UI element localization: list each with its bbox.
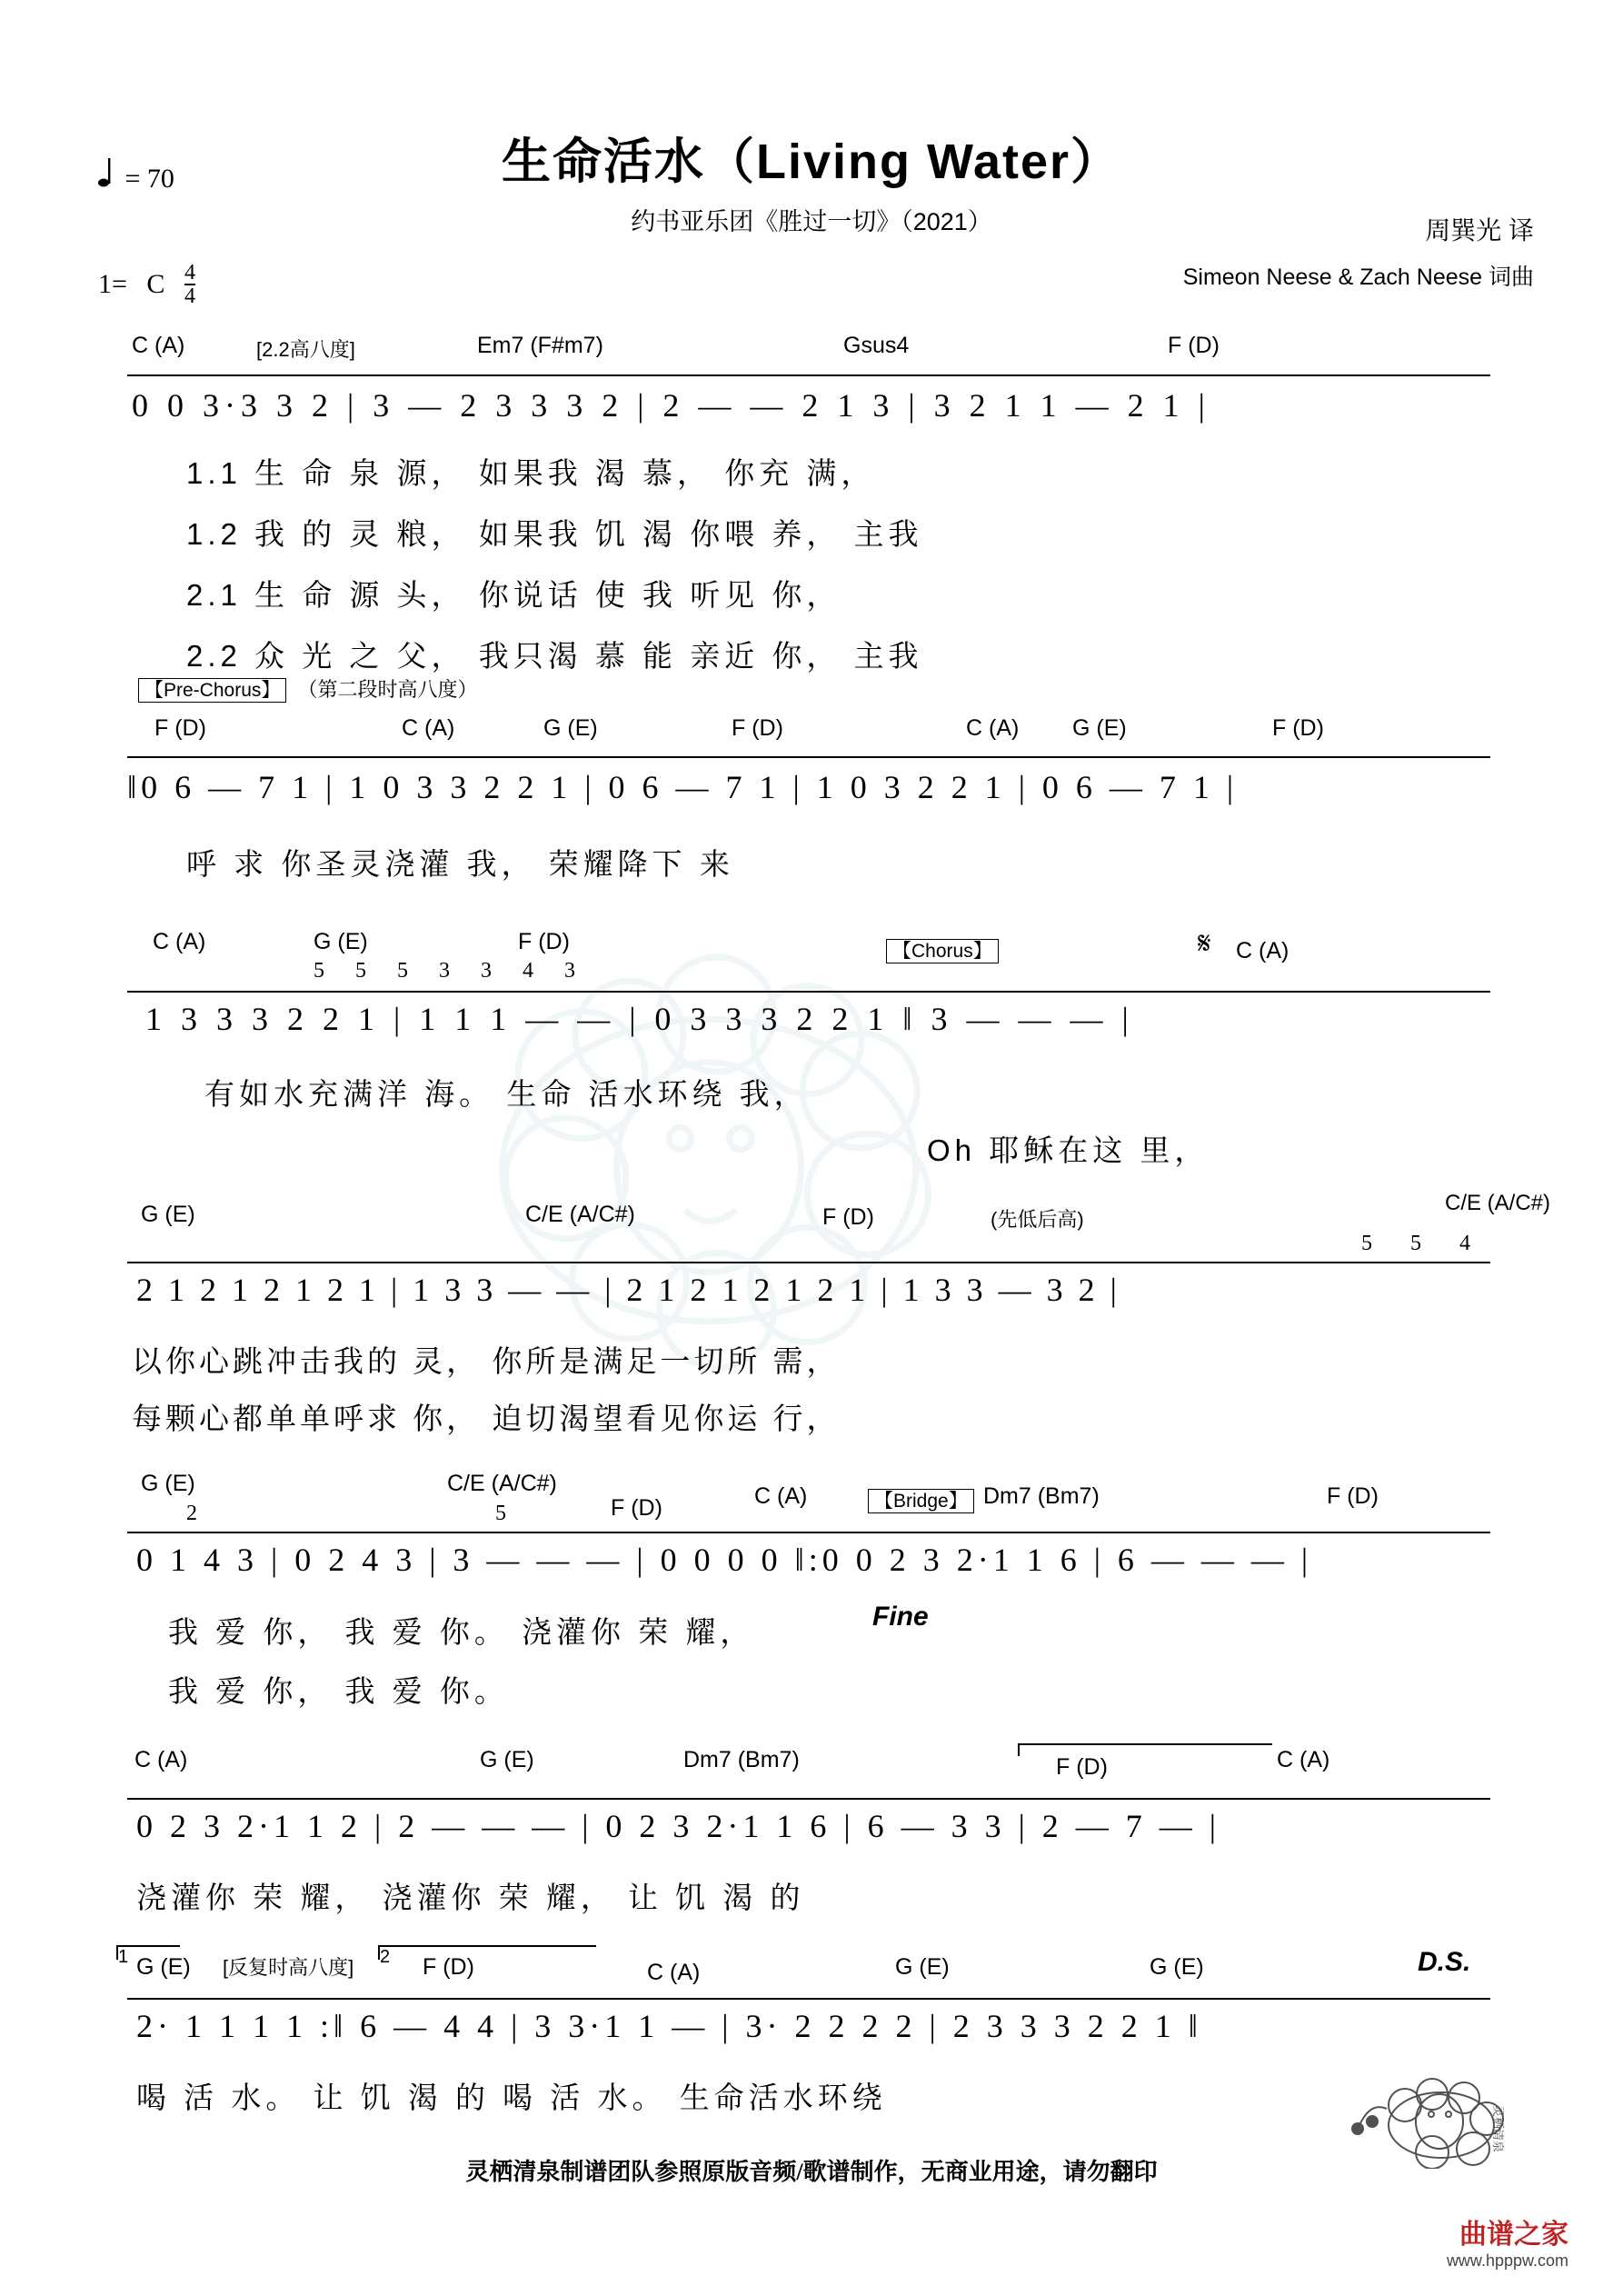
section-note-prechorus: （第二段时高八度）: [297, 678, 478, 701]
team-stamp-icon: [1341, 2069, 1523, 2169]
chord-s5-4: C (A): [754, 1483, 808, 1509]
notes-system-3: 1 3 3 3 2 2 1 | 1 1 1 — — | 0 3 3 3 2 2 1 ‖ 3 — — — |: [145, 1001, 1134, 1037]
lyric-s1-line1: 1.1 生 命 泉 源， 如果我 渴 慕， 你充 满，: [186, 456, 876, 490]
lyric-s6-line1: 浇灌你 荣 耀， 浇灌你 荣 耀， 让 饥 渴 的: [136, 1881, 805, 1914]
chord-s5-1: G (E): [141, 1471, 195, 1496]
lyric-s3-line1: 有如水充满洋 海。 生命 活水环绕 我，: [204, 1077, 809, 1111]
chord-s2-6: G (E): [1072, 715, 1127, 741]
lyric-s5-line2: 我 爱 你， 我 爱 你。: [168, 1674, 509, 1708]
chord-s1-1: C (A): [132, 333, 185, 358]
chord-s2-5: C (A): [966, 715, 1020, 741]
note-hint-s4: (先低后高): [991, 1208, 1084, 1231]
notes-system-6: 0 2 3 2·1 1 2 | 2 — — — | 0 2 3 2·1 1 6 | 6 — 3 3 | 2 — 7 — |: [136, 1808, 1221, 1844]
chord-s2-2: C (A): [402, 715, 455, 741]
chord-s1-2: Em7 (F#m7): [477, 333, 603, 358]
upper-notes-s3: 5 5 5 3 3 4 3: [314, 959, 588, 983]
chord-s4-2: C/E (A/C#): [525, 1202, 635, 1227]
lyric-s1-line3: 2.1 生 命 源 头， 你说话 使 我 听见 你，: [186, 578, 841, 612]
section-label-chorus: 【Chorus】: [886, 936, 999, 963]
album-subtitle: 约书亚乐团《胜过一切》（2021）: [631, 208, 992, 235]
page-title: 生命活水（Living Water）: [501, 135, 1122, 189]
chord-s4-4: C/E (A/C#): [1445, 1191, 1551, 1215]
chord-s1-3: Gsus4: [843, 333, 910, 358]
lyric-s4-line1: 以你心跳冲击我的 灵， 你所是满足一切所 需，: [132, 1344, 841, 1378]
upper-note-s5-2: 5: [495, 1502, 506, 1525]
chord-s6-3: Dm7 (Bm7): [683, 1747, 800, 1772]
notes-system-7: 2· 1 1 1 1 :‖ 6 — 4 4 | 3 3·1 1 — | 3· 2 2 2 2 | 2 3 3 3 2 2 1 ‖: [136, 2008, 1202, 2044]
notes-system-5: 0 1 4 3 | 0 2 4 3 | 3 — — — | 0 0 0 0 ‖:0 0 2 3 2·1 1 6 | 6 — — — |: [136, 1542, 1313, 1578]
chord-s2-1: F (D): [154, 715, 206, 741]
ending-bracket-1: 1: [118, 1947, 129, 1967]
chord-s7-2: F (D): [423, 1954, 474, 1980]
time-numerator: 4: [184, 261, 195, 285]
chord-s7-3: C (A): [647, 1960, 701, 1985]
key-label: 1=: [98, 268, 127, 299]
notes-system-1: 0 0 3·3 3 2 | 3 — 2 3 3 3 2 | 2 — — 2 1 3 | 3 2 1 1 — 2 1 |: [132, 387, 1210, 424]
dal-segno-sign-icon: 𝄋: [1198, 927, 1211, 961]
chord-s2-3: G (E): [543, 715, 598, 741]
chord-s6-2: G (E): [480, 1747, 534, 1772]
site-logo-text: 曲谱之家: [1459, 2220, 1568, 2250]
lyric-s4-line2: 每颗心都单单呼求 你， 迫切渴望看见你运 行，: [132, 1402, 841, 1435]
chord-s3-1: C (A): [153, 929, 206, 954]
chord-s3-3: F (D): [518, 929, 570, 954]
chord-s7-5: G (E): [1150, 1954, 1204, 1980]
chord-s5-5: Dm7 (Bm7): [983, 1483, 1100, 1509]
time-signature: [184, 262, 195, 307]
chord-s4-3: F (D): [822, 1204, 874, 1230]
lyric-s7-line1: 喝 活 水。 让 饥 渴 的 喝 活 水。 生命活水环绕: [136, 2081, 887, 2114]
octave-marker-s1: [2.2高八度]: [256, 338, 355, 361]
lyric-s2-line1: 呼 求 你圣灵浇灌 我， 荣耀降下 来: [186, 847, 734, 881]
section-label-prechorus: 【Pre-Chorus】 （第二段时高八度）: [138, 674, 478, 703]
lyric-s1-line2: 1.2 我 的 灵 粮， 如果我 饥 渴 你喂 养， 主我: [186, 517, 923, 551]
fine-marking: Fine: [872, 1602, 929, 1632]
key-value: C: [146, 268, 165, 299]
chord-s6-5: C (A): [1277, 1747, 1330, 1772]
chord-s5-6: F (D): [1327, 1483, 1379, 1509]
chord-s5-2: C/E (A/C#): [447, 1471, 557, 1496]
section-label-bridge: 【Bridge】: [868, 1486, 974, 1513]
chord-s2-7: F (D): [1272, 715, 1324, 741]
chord-s6-1: C (A): [134, 1747, 188, 1772]
chord-s7-4: G (E): [895, 1954, 950, 1980]
upper-note-s5-1: 2: [186, 1502, 197, 1525]
translator-credit: 周巽光 译: [1425, 216, 1534, 245]
lyric-s1-line4: 2.2 众 光 之 父， 我只渴 慕 能 亲近 你， 主我: [186, 639, 923, 673]
chord-s4-1: G (E): [141, 1202, 195, 1227]
notes-system-2: ‖0 6 — 7 1 | 1 0 3 3 2 2 1 | 0 6 — 7 1 | 1 0 3 2 2 1 | 0 6 — 7 1 |: [127, 769, 1239, 805]
chord-s3-2: G (E): [314, 929, 368, 954]
chord-s7-1: G (E): [136, 1954, 191, 1980]
notes-system-4: 2 1 2 1 2 1 2 1 | 1 3 3 — — | 2 1 2 1 2 1 2 1 | 1 3 3 — 3 2 |: [136, 1272, 1120, 1308]
site-logo: [1447, 2211, 1568, 2271]
lyric-s3-line2: Oh 耶稣在这 里，: [927, 1133, 1210, 1167]
upper-notes-s4: 5 5 4: [1361, 1232, 1487, 1255]
writers-credit: Simeon Neese & Zach Neese 词曲: [1182, 265, 1534, 290]
chord-s2-4: F (D): [732, 715, 783, 741]
ending-bracket-2: 2: [380, 1947, 391, 1967]
chord-s3-4: C (A): [1236, 938, 1289, 963]
tempo-value: = 70: [124, 164, 174, 194]
key-signature: [98, 261, 195, 309]
svg-text:灵栖清泉: 灵栖清泉: [1491, 2105, 1505, 2153]
chord-s5-3: F (D): [611, 1495, 662, 1521]
repeat-octave-note: [反复时高八度]: [223, 1956, 354, 1979]
dal-segno-label: D.S.: [1418, 1947, 1471, 1977]
time-denominator: 4: [184, 285, 195, 308]
chord-s6-4: F (D): [1056, 1754, 1108, 1780]
lyric-s5-line1: 我 爱 你， 我 爱 你。 浇灌你 荣 耀，: [168, 1615, 755, 1649]
footer-note: 灵栖清泉制谱团队参照原版音频/歌谱制作，无商业用途，请勿翻印: [465, 2159, 1158, 2185]
chord-s1-4: F (D): [1168, 333, 1220, 358]
site-url: www.hpppw.com: [1446, 2251, 1568, 2270]
